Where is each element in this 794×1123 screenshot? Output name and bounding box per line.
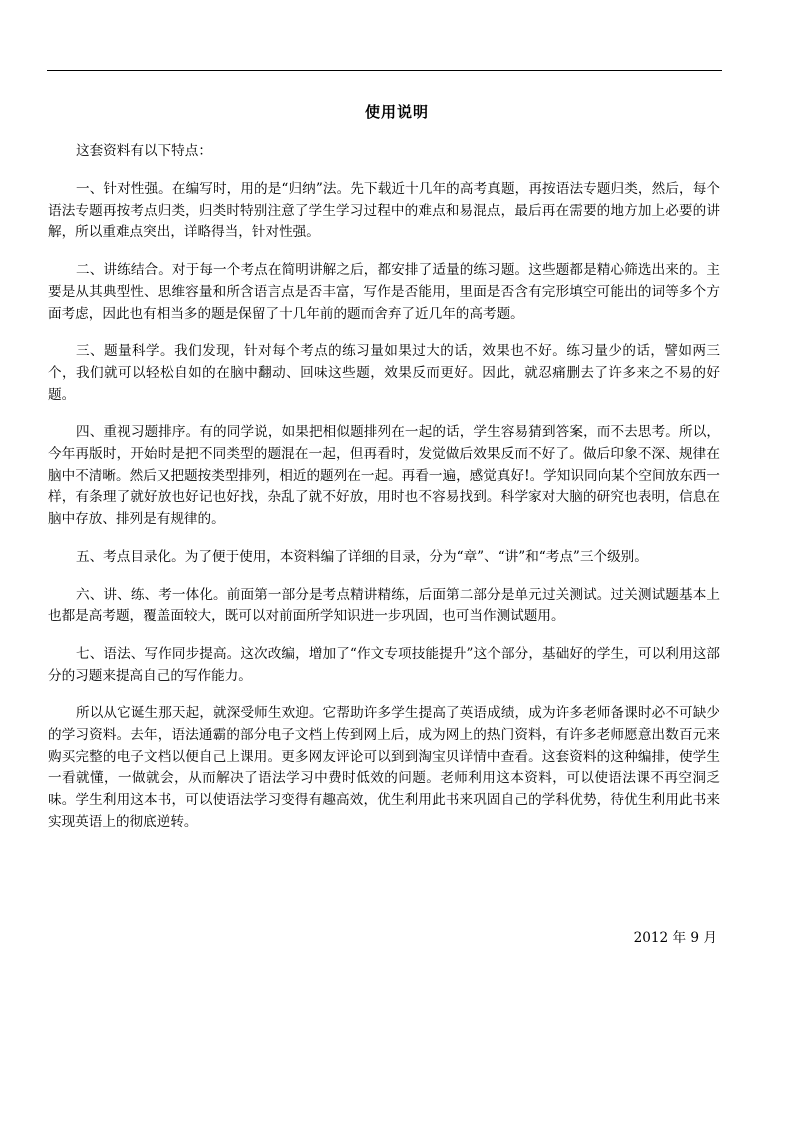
- paragraph-1: 一、针对性强。在编写时，用的是“归纳”法。先下载近十几年的高考真题，再按语法专题归类，然后，每个语法专题再按考点归类，归类时特别注意了学生学习过程中的难点和易混点，最后再在需要的地方加上必要的讲解，所以重难点突出，详略得当，针对性强。: [48, 181, 720, 241]
- paragraph-3: 三、题量科学。我们发现，针对每个考点的练习量如果过大的话，效果也不好。练习量少的话，譬如两三个，我们就可以轻松自如的在脑中翻动、回味这些题，效果反而更好。因此，就忍痛删去了许多来之不易的好题。: [48, 343, 720, 403]
- paragraph-4: 四、重视习题排序。有的同学说，如果把相似题排列在一起的话，学生容易猜到答案，而不去思考。所以，今年再版时，开始时是把不同类型的题混在一起，但再看时，发觉做后效果反而不好了。做后印象不深、规律在脑中不清晰。然后又把题按类型排列，相近的题列在一起。再看一遍，感觉真好!。学知识同向某个空间放东西一样，有条理了就好放也好记也好找，杂乱了就不好放，用时也不容易找到。科学家对大脑的研究也表明，信息在脑中存放、排列是有规律的。: [48, 424, 720, 528]
- intro-paragraph: 这套资料有以下特点：: [76, 143, 212, 159]
- document-body: [48, 140, 720, 850]
- paragraph-7: 七、语法、写作同步提高。这次改编，增加了“作文专项技能提升”这个部分，基础好的学生，可以利用这部分的习题来提高自己的写作能力。: [48, 645, 720, 684]
- paragraph-6: 六、讲、练、考一体化。前面第一部分是考点精讲精练，后面第二部分是单元过关测试。过关测试题基本上也都是高考题，覆盖面较大，既可以对前面所学知识进一步巩固，也可当作测试题用。: [48, 586, 720, 625]
- page-title: 使用说明: [364, 103, 429, 121]
- header-rule: [47, 70, 722, 71]
- paragraph-5: 五、考点目录化。为了便于使用，本资料编了详细的目录，分为“章”、“讲”和“考点”三个级别。: [76, 548, 648, 565]
- paragraph-8: 所以从它诞生那天起，就深受师生欢迎。它帮助许多学生提高了英语成绩，成为许多老师备课时必不可缺少的学习资料。去年，语法通霸的部分电子文档上传到网上后，成为网上的热门资料，有许多老师愿意出数百元来购买完整的电子文档以便自己上课用。更多网友评论可以到到淘宝贝详情中查看。这套资料的这种编排，使学生一看就懂，一做就会，从而解决了语法学习中费时低效的问题。老师利用这本资料，可以使语法课不再空洞乏味。学生利用这本书，可以使语法学习变得有趣高效，优生利用此书来巩固自己的学科优势，待优生利用此书来实现英语上的彻底逆转。: [48, 705, 720, 830]
- paragraph-2: 二、讲练结合。对于每一个考点在简明讲解之后，都安排了适量的练习题。这些题都是精心筛选出来的。主要是从其典型性、思维容量和所含语言点是否丰富，写作是否能用，里面是否含有完形填空可能出的词等多个方面考虑，因此也有相当多的题是保留了十几年前的题而舍弃了近几年的高考题。: [48, 262, 720, 322]
- document-date: 2012 年 9 月: [633, 930, 717, 946]
